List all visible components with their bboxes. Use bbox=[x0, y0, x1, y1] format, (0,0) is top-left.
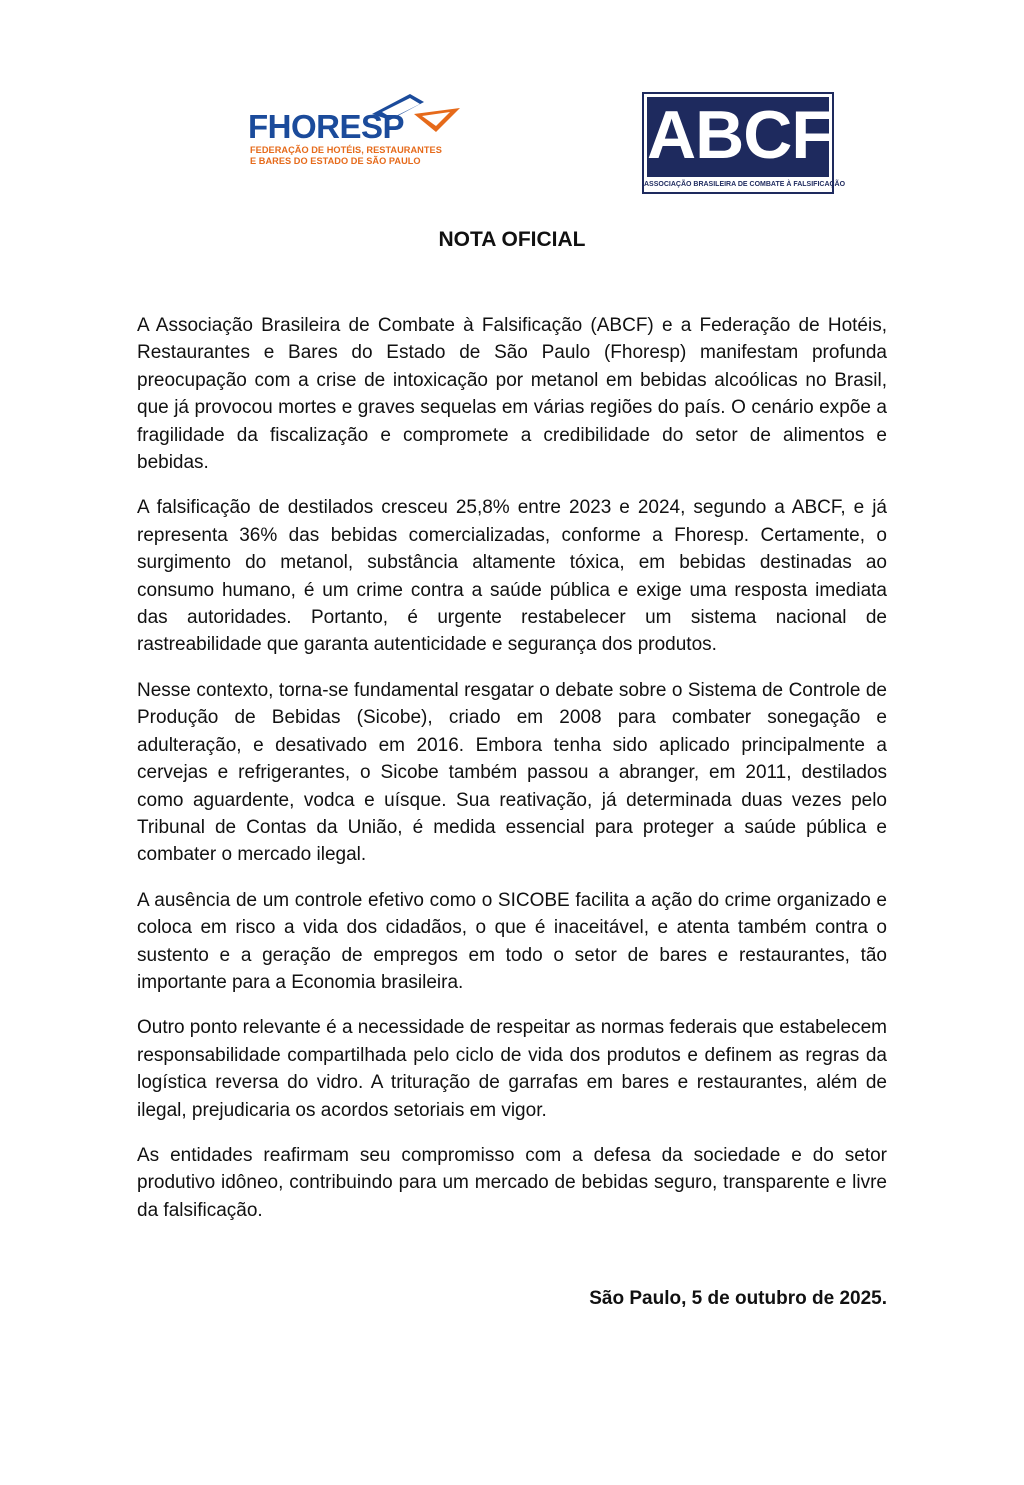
document-title: NOTA OFICIAL bbox=[438, 228, 586, 251]
document-body bbox=[137, 312, 887, 1242]
paragraph: A falsificação de destilados cresceu 25,8% entre 2023 e 2024, segundo a ABCF, e já representa 36% das bebidas comercializadas, conforme a Fhoresp. Certamente, o surgimento do metanol, substância altamente tóxica, em bebidas destinadas ao consumo humano, é um crime contra a saúde pública e exige uma resposta imediata das autoridades. Portanto, é urgente restabelecer um sistema nacional de rastreabilidade que garanta autenticidade e segurança dos produtos. bbox=[137, 497, 887, 656]
abcf-logo bbox=[642, 92, 846, 194]
abcf-badge bbox=[647, 97, 832, 177]
fhoresp-name: FHORESP bbox=[248, 108, 405, 145]
paragraph: A ausência de um controle efetivo como o SICOBE facilita a ação do crime organizado e coloca em risco a vida dos cidadãos, o que é inaceitável, e atenta também contra o sustento e a geração de empregos em todo o setor de bares e restaurantes, tão importante para a Economia brasileira. bbox=[137, 889, 887, 993]
paragraph: Outro ponto relevante é a necessidade de respeitar as normas federais que estabelecem responsabilidade compartilhada pelo ciclo de vida dos produtos e definem as regras da logística reversa do vidro. A trituração de garrafas em bares e restaurantes, além de ilegal, prejudicaria os acordos setoriais em vigor. bbox=[137, 1017, 887, 1121]
abcf-subtitle: ASSOCIAÇÃO BRASILEIRA DE COMBATE À FALSIFICAÇÃO bbox=[644, 181, 846, 188]
fhoresp-logo bbox=[248, 92, 478, 172]
fhoresp-subtitle: FEDERAÇÃO DE HOTÉIS, RESTAURANTES E BARES DO ESTADO DE SÃO PAULO bbox=[250, 145, 442, 166]
paragraph: A Associação Brasileira de Combate à Falsificação (ABCF) e a Federação de Hotéis, Restaurantes e Bares do Estado de São Paulo (Fhoresp) manifestam profunda preocupação com a crise de intoxicação por metanol em bebidas alcoólicas no Brasil, que já provocou mortes e graves sequelas em várias regiões do país. O cenário expõe a fragilidade da fiscalização e compromete a credibilidade do setor de alimentos e bebidas. bbox=[137, 315, 887, 474]
abcf-name: ABCF bbox=[647, 97, 832, 173]
paragraph: Nesse contexto, torna-se fundamental resgatar o debate sobre o Sistema de Controle de Produção de Bebidas (Sicobe), criado em 2008 para combater sonegação e adulteração, e desativado em 2016. Embora tenha sido aplicado principalmente a cervejas e refrigerantes, o Sicobe também passou a abranger, em 2011, destilados como aguardente, vodca e uísque. Sua reativação, já determinada duas vezes pelo Tribunal de Contas da União, é medida essencial para proteger a saúde pública e combater o mercado ilegal. bbox=[137, 679, 887, 866]
paragraph: As entidades reafirmam seu compromisso com a defesa da sociedade e do setor produtivo idôneo, contribuindo para um mercado de bebidas seguro, transparente e livre da falsificação. bbox=[137, 1144, 887, 1221]
signature-date: São Paulo, 5 de outubro de 2025. bbox=[589, 1288, 887, 1309]
